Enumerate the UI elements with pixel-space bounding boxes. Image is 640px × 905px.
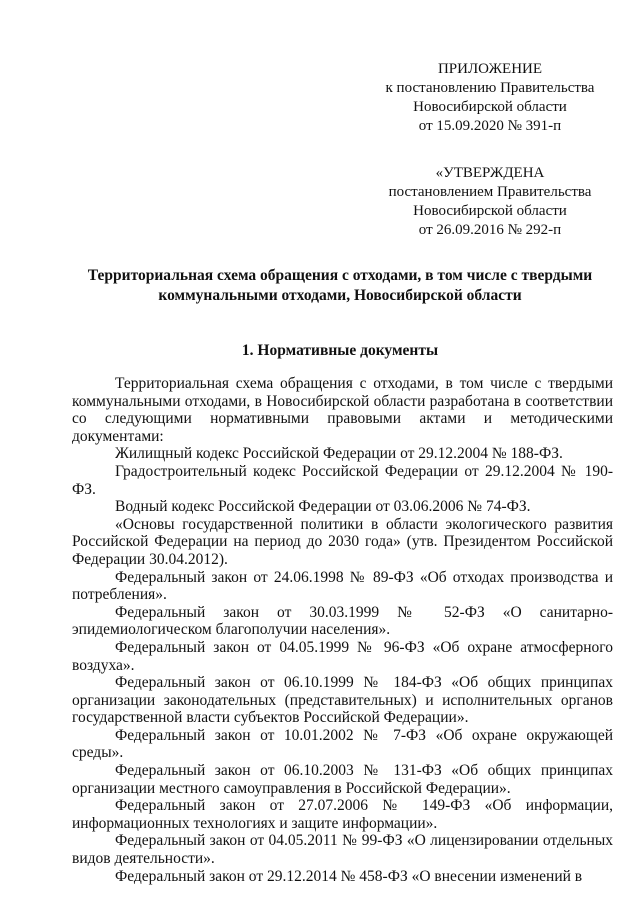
body-text bbox=[72, 375, 613, 885]
paragraph: Федеральный закон от 06.10.1999 № 184-ФЗ «Об общих принципах организации законодательных (представительных) и исполнительных органов государственной власти субъектов Российской Федерации». bbox=[72, 674, 613, 727]
paragraph: Градостроительный кодекс Российской Федерации от 29.12.2004 № 190-ФЗ. bbox=[72, 462, 613, 498]
approval-date-number: от 26.09.2016 № 292-п bbox=[418, 222, 562, 238]
appendix-header bbox=[360, 60, 620, 136]
document-title: Территориальная схема обращения с отходами, в том числе с твердыми коммунальными отходами, Новосибирской области bbox=[87, 267, 593, 304]
approval-stamp bbox=[360, 164, 620, 240]
paragraph: Федеральный закон от 27.07.2006 № 149-ФЗ «Об информации, информационных технологиях и защите информации». bbox=[72, 797, 613, 832]
paragraph: Федеральный закон от 29.12.2014 № 458-ФЗ «О внесении изменений в bbox=[115, 867, 583, 885]
paragraph: Жилищный кодекс Российской Федерации от 29.12.2004 № 188-ФЗ. bbox=[115, 445, 563, 463]
paragraph: Федеральный закон от 04.05.2011 № 99-ФЗ «О лицензировании отдельных видов деятельности». bbox=[72, 832, 613, 868]
paragraph: Федеральный закон от 24.06.1998 № 89-ФЗ «Об отходах производства и потребления». bbox=[72, 568, 613, 604]
approval-resolution-line: постановлением Правительства bbox=[388, 184, 592, 200]
appendix-resolution-line: к постановлению Правительства bbox=[385, 80, 595, 96]
approval-title: «УТВЕРЖДЕНА bbox=[435, 165, 545, 181]
paragraph: Территориальная схема обращения с отходами, в том числе с твердыми коммунальными отходами, в Новосибирской области разработана в соответствии со следующими нормативными правовыми актами и методическими документами: bbox=[72, 375, 613, 445]
appendix-date-number: от 15.09.2020 № 391-п bbox=[418, 118, 562, 134]
paragraph: Федеральный закон от 30.03.1999 № 52-ФЗ «О санитарно-эпидемиологическом благополучии населения». bbox=[72, 603, 613, 639]
paragraph: Федеральный закон от 04.05.1999 № 96-ФЗ «Об охране атмосферного воздуха». bbox=[72, 638, 613, 674]
appendix-region-line: Новосибирской области bbox=[413, 99, 567, 115]
paragraph: Федеральный закон от 10.01.2002 № 7-ФЗ «Об охране окружающей среды». bbox=[72, 726, 613, 762]
paragraph: «Основы государственной политики в области экологического развития Российской Федерации на период до 2030 года» (утв. Президентом Российской Федерации 30.04.2012). bbox=[72, 515, 613, 568]
paragraph: Водный кодекс Российской Федерации от 03.06.2006 № 74-ФЗ. bbox=[115, 498, 531, 516]
appendix-title: ПРИЛОЖЕНИЕ bbox=[437, 61, 543, 77]
approval-region-line: Новосибирской области bbox=[413, 203, 567, 219]
paragraph: Федеральный закон от 06.10.2003 № 131-ФЗ «Об общих принципах организации местного самоуправления в Российской Федерации». bbox=[72, 762, 613, 797]
section-heading: 1. Нормативные документы bbox=[241, 342, 439, 359]
